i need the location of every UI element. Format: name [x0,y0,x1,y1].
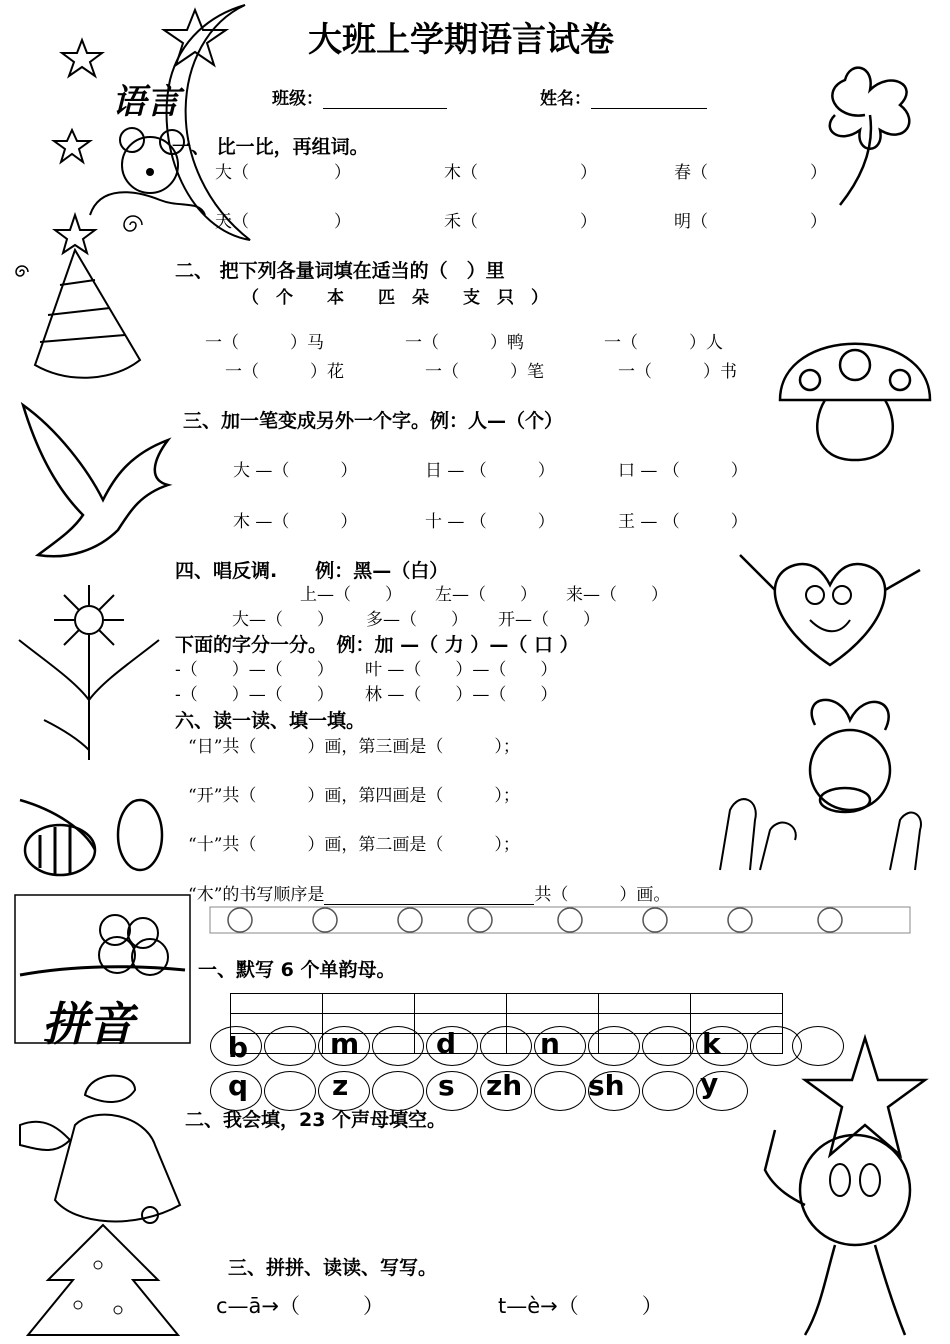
sec3-item: 大 —（ ） [233,461,358,481]
p2-heading: 二、我会填，23 个声母填空。 [185,1109,447,1131]
consonant-letter: s [438,1069,455,1102]
sec4-item: 左—（ ） [435,585,537,605]
clover-icon [815,60,925,210]
letter-circle[interactable] [642,1071,694,1111]
star-icon [160,8,230,68]
consonant-letter: d [436,1027,457,1060]
bird-icon [18,400,178,570]
sec4-item: 上—（ ） [300,585,402,605]
sec5-heading: 下面的字分一分。 例：加 —（ 力 ）—（ 口 ） [175,634,579,656]
sec3-item: 日 — （ ） [425,461,555,481]
p3-item: c—ā→（ ） [216,1294,385,1318]
sec5-item: -（ ）—（ ） [175,685,334,705]
bell-icon [15,1065,185,1230]
sec2-item: 一（ ）马 [205,333,324,353]
name-field [540,84,707,109]
pinyin-logo: 拼音 [42,997,134,1051]
class-line[interactable] [323,89,447,109]
consonant-letter: zh [486,1069,523,1102]
sec4-item: 开—（ ） [498,610,600,630]
sec1-item: 禾（ ） [444,212,597,232]
stroke-order-line[interactable] [324,885,534,905]
class-label: 班级： [272,89,323,109]
mushroom-icon [775,305,935,465]
consonant-letter: n [540,1027,560,1060]
spiral-icon [118,210,148,240]
sec4-heading: 四、唱反调. 例：黑—（白） [175,560,449,582]
tree-icon [18,1220,188,1340]
p3-item: t—è→（ ） [498,1294,663,1318]
letter-circle[interactable] [534,1071,586,1111]
sec1-heading: 一、 比一比，再组词。 [172,136,369,158]
letter-circle[interactable] [264,1026,316,1066]
consonant-letter: z [332,1069,349,1102]
sec6-line: “十”共（ ）画，第二画是（ ）； [188,835,520,855]
sec5-item: 叶 —（ ）—（ ） [365,660,558,680]
sec4-item: 多—（ ） [366,610,468,630]
star-icon [60,38,105,78]
consonant-letter: m [330,1027,360,1060]
consonant-letter: q [228,1069,249,1102]
duck-flowers-icon [700,690,930,880]
letter-circle[interactable] [372,1026,424,1066]
sec2-item: 一（ ）人 [604,333,723,353]
cartoon-bird-icon [745,1110,935,1340]
sec6-last-line [188,880,670,905]
consonant-letter: k [702,1027,721,1060]
page-title: 大班上学期语言试卷 [308,20,614,60]
sec2-words: （ 个 本 匹 朵 支 只 ） [242,288,548,308]
letter-circle[interactable] [588,1026,640,1066]
sec1-item: 天（ ） [215,212,351,232]
letter-circle[interactable] [792,1026,844,1066]
sec2-item: 一（ ）笔 [425,362,544,382]
name-line[interactable] [591,89,707,109]
consonant-letter: y [700,1067,719,1100]
sec6-line: “日”共（ ）画，第三画是（ ）； [188,737,520,757]
sec5-item: 林 —（ ）—（ ） [365,685,558,705]
sec1-item: 大（ ） [215,163,351,183]
p3-heading: 三、拼拼、读读、写写。 [228,1257,438,1279]
consonant-row-1 [210,1026,850,1070]
sec5-item: -（ ）—（ ） [175,660,334,680]
bee-icon [15,790,165,890]
sec1-item: 木（ ） [444,163,597,183]
consonant-letter: b [228,1031,249,1064]
sec4-item: 来—（ ） [566,585,668,605]
heart-character-icon [730,535,930,675]
sec2-heading: 二、 把下列各量词填在适当的（ ）里 [175,260,505,282]
sec1-item: 春（ ） [674,163,827,183]
sec3-item: 木 —（ ） [233,512,358,532]
sec3-heading: 三、加一笔变成另外一个字。例：人—（个） [183,410,564,432]
consonant-letter: sh [588,1069,625,1102]
sec4-item: 大—（ ） [232,610,334,630]
sec3-item: 十 — （ ） [425,512,555,532]
sec1-item: 明（ ） [674,212,827,232]
sec6-heading: 六、读一读、填一填。 [175,710,366,732]
sec2-item: 一（ ）花 [225,362,344,382]
flower-icon [14,580,164,780]
sec6-last-suffix: 共（ ）画。 [534,885,671,905]
sec6-last-prefix: “木”的书写顺序是 [188,885,325,905]
sec3-item: 口 — （ ） [618,461,748,481]
p1-heading: 一、默写 6 个单韵母。 [198,959,396,981]
sec6-line: “开”共（ ）画，第四画是（ ）； [188,786,520,806]
letter-circle[interactable] [642,1026,694,1066]
sec2-item: 一（ ）书 [618,362,737,382]
sec2-item: 一（ ）鸭 [405,333,524,353]
name-label: 姓名： [540,89,591,109]
letter-circle[interactable] [480,1026,532,1066]
class-field [272,84,447,109]
spiral-icon [12,262,32,282]
logo-text: 语言 [112,82,180,122]
sec3-item: 王 — （ ） [618,512,748,532]
